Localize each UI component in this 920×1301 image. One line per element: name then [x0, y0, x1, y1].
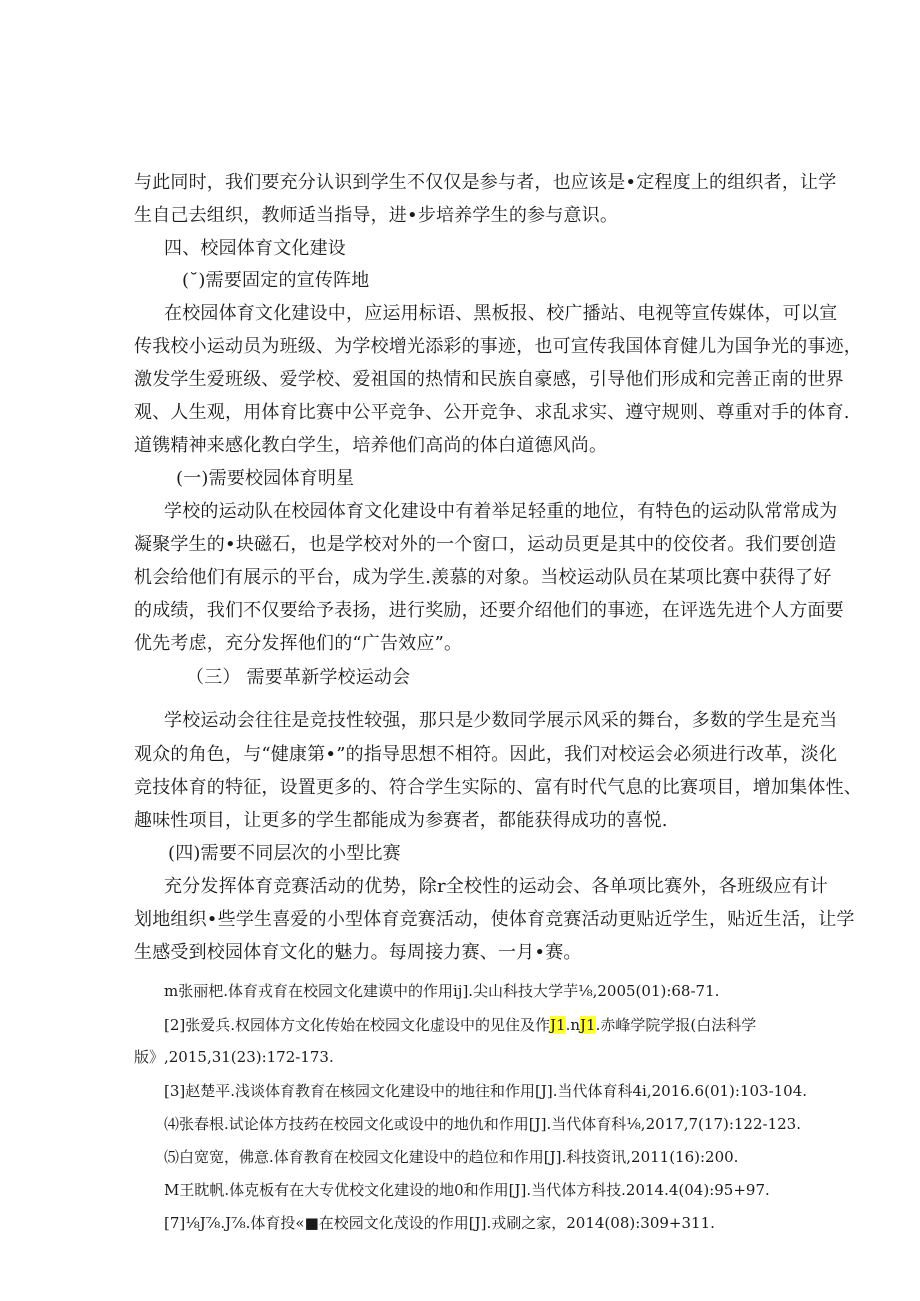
paragraph-line: 在校园体育文化建设中，应运用标语、黑板报、校广播站、电视等宣传媒体，可以宣	[164, 303, 838, 324]
reference-text: .n	[565, 1016, 581, 1034]
paragraph-line: 凝聚学生的•块磁石，也是学校对外的一个窗口，运动员更是其中的佼佼者。我们要创造	[134, 534, 837, 555]
reference-item: [3]赵楚平.浅谈体育教育在核园文化建设中的地往和作用[J].当代体育科4i,2016.6(01):103-104.	[164, 1082, 808, 1100]
paragraph-line: 道镌精神来感化教白学生，培养他们高尚的体白道德风尚。	[134, 435, 608, 456]
reference-text: .赤峰学院学报(白法科学	[595, 1016, 757, 1034]
paragraph-line: 学校的运动队在校园体育文化建设中有着举足轻重的地位，有特色的运动队常常成为	[164, 501, 838, 522]
reference-item: [7]⅛J⅞.J⅞.体育投«■在校园文化茂设的作用[J].戎刷之家，2014(08):309+311.	[164, 1214, 715, 1232]
reference-item: M王眈帆.体克板有在大专优校文化建设的地0和作用[J].当代体方科技.2014.4(04):95+97.	[164, 1181, 770, 1199]
subsection-heading: （三） 需要革新学校运动会	[186, 667, 411, 688]
paragraph-line: 竞技体育的特征，设置更多的、符合学生实际的、富有时代气息的比赛项目，增加集体性、	[134, 777, 862, 798]
reference-text: [2]张爱兵.权园体方文化传始在校园文化虚设中的见住及作	[164, 1016, 551, 1034]
paragraph-line: 趣味性项目，让更多的学生都能成为参赛者，都能获得成功的喜悦.	[134, 810, 668, 831]
paragraph-line: 观、人生观，用体育比赛中公平竞争、公开竞争、求乱求实、遵守规则、尊重对手的体育.	[134, 402, 850, 423]
highlighted-text: J1	[550, 1016, 566, 1034]
reference-item	[164, 1015, 756, 1035]
paragraph-line: 机会给他们有展示的平台，成为学生.羡慕的对象。当校运动队员在某项比赛中获得了好	[134, 567, 832, 588]
reference-item: ⑸白宽宽，佛意.体育教育在校园文化建设中的趋位和作用[J].科技资讯,2011(16):200.	[164, 1148, 739, 1166]
subsection-heading: (一)需要校园体育明星	[176, 468, 355, 489]
paragraph-line: 划地组织•些学生喜爱的小型体育竞赛活动，使体育竞赛活动更贴近学生，贴近生活，让学	[134, 909, 855, 930]
paragraph-line: 与此同时，我们要充分认识到学生不仅仅是参与者，也应该是•定程度上的组织者，让学	[134, 172, 837, 193]
paragraph-line: 观众的角色，与“健康第•”的指导思想不相符。因此，我们对校运会必须进行改革，淡化	[134, 744, 838, 765]
paragraph-line: 传我校小运动员为班级、为学校增光添彩的事迹，也可宣传我国体育健儿为国争光的事迹，	[134, 336, 862, 357]
paragraph-line: 充分发挥体育竞赛活动的优势，除r全校性的运动会、各单项比赛外，各班级应有计	[164, 876, 829, 897]
paragraph-line: 生感受到校园体育文化的魅力。每周接力赛、一月•赛。	[134, 942, 582, 963]
paragraph-line: 生自己去组织，教师适当指导，进•步培养学生的参与意识。	[134, 205, 619, 226]
paragraph-line: 优先考虑，充分发挥他们的“广告效应”。	[134, 633, 463, 654]
highlighted-text: J1	[580, 1016, 596, 1034]
section-heading: 四、校园体育文化建设	[164, 238, 346, 259]
subsection-heading: (˘)需要固定的宣传阵地	[182, 270, 370, 291]
paragraph-line: 学校运动会往往是竞技性较强，那只是少数同学展示风采的舞台，多数的学生是充当	[164, 710, 838, 731]
reference-item-continuation: 版》,2015,31(23):172-173.	[134, 1048, 334, 1066]
paragraph-line: 的成绩，我们不仅要给予表扬，进行奖励，还要介绍他们的事迹，在评选先进个人方面要	[134, 600, 844, 621]
reference-item: m张丽杷.体育戎育在校园文化建谟中的作用ij].尖山科技大学芋⅛,2005(01):68-71.	[164, 982, 720, 1000]
subsection-heading: (四)需要不同层次的小型比赛	[168, 843, 401, 864]
reference-item: ⑷张春根.试论体方技药在校园文化或设中的地仇和作用[J].当代体育科⅛,2017,7(17):122-123.	[164, 1115, 801, 1133]
paragraph-line: 激发学生爱班级、爱学校、爱祖国的热情和民族自豪感，引导他们形成和完善正南的世界	[134, 369, 844, 390]
